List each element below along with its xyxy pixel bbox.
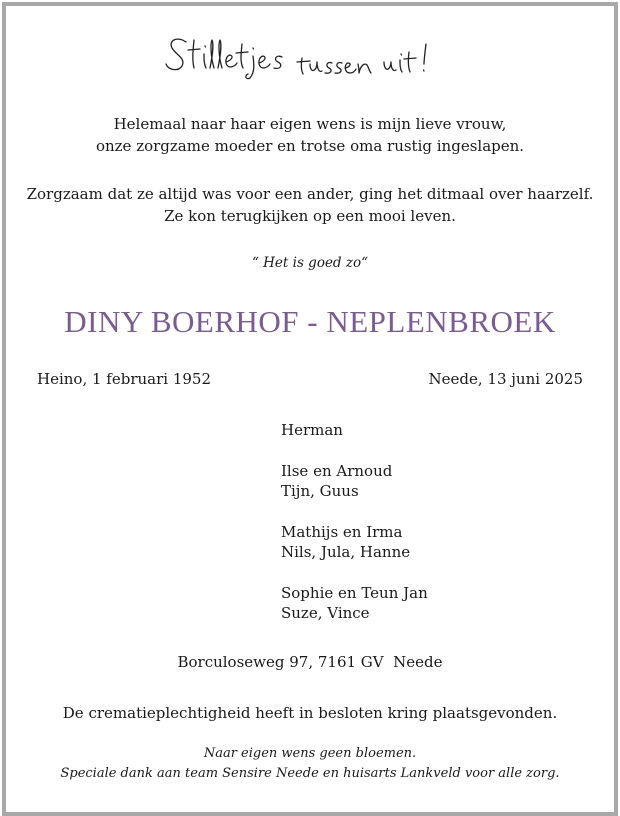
footer-line: Speciale dank aan team Sensire Neede en huisarts Lankveld voor alle zorg.	[60, 766, 560, 781]
intro-paragraph	[0, 113, 620, 157]
family-group	[281, 522, 428, 563]
intro-line: Helemaal naar haar eigen wens is mijn lieve vrouw,	[113, 115, 507, 133]
footer-line: Naar eigen wens geen bloemen.	[203, 746, 417, 761]
intro2-line: Zorgzaam dat ze altijd was voor een ander, ging het ditmaal over haarzelf.	[26, 185, 594, 203]
family-line: Ilse en Arnoud	[281, 461, 393, 480]
family-line: Herman	[281, 421, 343, 439]
deceased-name: DINY BOERHOF - NEPLENBROEK	[64, 304, 556, 339]
family-line: Sophie en Teun Jan	[281, 583, 428, 602]
family-line: Tijn, Guus	[281, 482, 359, 500]
intro-line: onze zorgzame moeder en trotse oma rustig ingeslapen.	[95, 137, 525, 155]
intro2-line: Ze kon terugkijken op een mooi leven.	[164, 207, 456, 225]
family-line: Mathijs en Irma	[281, 522, 403, 541]
family-line: Nils, Jula, Hanne	[281, 543, 411, 561]
birth-place-date: Heino, 1 februari 1952	[37, 370, 212, 388]
quote: “ Het is goed zo“	[251, 255, 369, 271]
family-list	[281, 420, 428, 624]
death-place-date: Neede, 13 juni 2025	[428, 370, 583, 388]
address: Borculoseweg 97, 7161 GV Neede	[177, 653, 443, 671]
footer-note	[0, 744, 620, 784]
family-line: Suze, Vince	[281, 604, 370, 622]
family-group	[281, 420, 428, 441]
ceremony-note: De crematieplechtigheid heeft in besloten kring plaatsgevonden.	[62, 704, 558, 722]
family-group	[281, 583, 428, 624]
handwritten-heading-image	[160, 32, 460, 80]
intro-paragraph-2	[0, 183, 620, 227]
family-group	[281, 461, 428, 502]
